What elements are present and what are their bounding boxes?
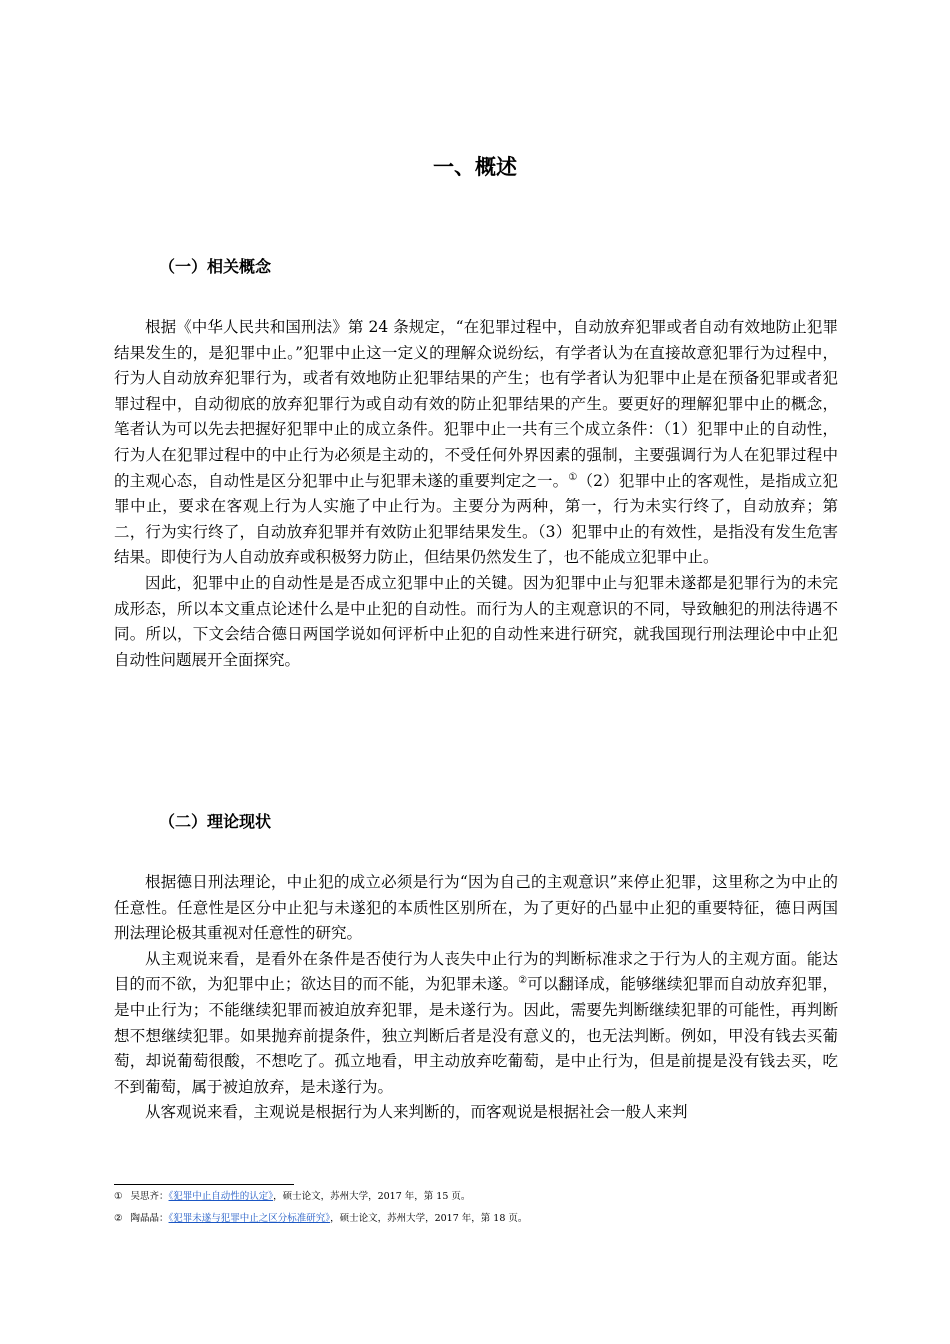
footnote-author: 吴思齐： [130,1191,169,1202]
paragraph: 从客观说来看，主观说是根据行为人来判断的，而客观说是根据社会一般人来判 [145,1103,688,1122]
paragraph-text: （2）犯罪中止的客观性，是指成立犯罪中止，要求在客观上行为人实施了中止行为。主要分为两种，第一，行为未实行终了，自动放弃；第二，行为实行终了，自动放弃犯罪并有效防止犯罪结果发生。（3）犯罪中止的有效性，是指没有发生危害结果。即使行为人自动放弃或积极努力防止，但结果仍然发生了，也不能成立犯罪中止。 [114,471,838,567]
section-title-concepts: （一）相关概念 [159,257,272,276]
footnote-title-link[interactable]: 《犯罪未遂与犯罪中止之区分标准研究》 [168,1213,331,1224]
footnote-details: ，硕士论文，苏州大学，2017 年，第 15 页。 [273,1191,471,1202]
paragraph [114,315,838,571]
paragraph: 因此，犯罪中止的自动性是是否成立犯罪中止的关键。因为犯罪中止与犯罪未遂都是犯罪行为的未完成形态，所以本文重点论述什么是中止犯的自动性。而行为人的主观意识的不同，导致触犯的刑法待遇不同。所以，下文会结合德日两国学说如何评析中止犯的自动性来进行研究，就我国现行刑法理论中中止犯自动性问题展开全面探究。 [114,573,838,669]
chapter-title: 一、概述 [433,155,517,179]
footnote-title-link[interactable]: 《犯罪中止自动性的认定》 [168,1191,274,1202]
paragraph-text: 可以翻译成，能够继续犯罪而自动放弃犯罪，是中止行为；不能继续犯罪而被迫放弃犯罪，是未遂行为。因此，需要先判断继续犯罪的可能性，再判断想不想继续犯罪。如果抛弃前提条件，独立判断后者是没有意义的，也无法判断。例如，甲没有钱去买葡萄，却说葡萄很酸，不想吃了。孤立地看，甲主动放弃吃葡萄，是中止行为，但是前提是没有钱去买，吃不到葡萄，属于被迫放弃，是未遂行为。 [114,975,838,1096]
paragraph: 根据德日刑法理论，中止犯的成立必须是行为“因为自己的主观意识”来停止犯罪，这里称之为中止的任意性。任意性是区分中止犯与未遂犯的本质性区别所在，为了更好的凸显中止犯的重要特征，德日两国刑法理论极其重视对任意性的研究。 [114,873,838,943]
footnote-author: 陶晶晶： [130,1213,169,1224]
footnote-ref-1[interactable]: ① [568,471,578,483]
footnote-number: ② [114,1213,123,1224]
section-theory-body [114,870,838,1126]
footnote-details: ，硕士论文，苏州大学，2017 年，第 18 页。 [330,1213,528,1224]
footnote-number: ① [114,1191,123,1202]
paragraph-text: 从主观说来看，是看外在条件是否使行为人丧失中止行为的判断标准求之于行为人的主观方面。能达目的而不欲，为犯罪中止；欲达目的而不能，为犯罪未遂。 [114,949,838,994]
section-title-theory: （二）理论现状 [159,812,272,831]
footnote-1 [114,1190,854,1204]
section-concepts-body [114,315,838,673]
footnote-2 [114,1212,854,1226]
footnote-ref-2[interactable]: ② [518,975,528,987]
paragraph [114,947,838,1101]
footnote-divider [114,1184,294,1185]
paragraph-text: 根据《中华人民共和国刑法》第 24 条规定，“在犯罪过程中，自动放弃犯罪或者自动有效地防止犯罪结果发生的，是犯罪中止。”犯罪中止这一定义的理解众说纷纭，有学者认为在直接故意犯罪行为过程中，行为人自动放弃犯罪行为，或者有效地防止犯罪结果的产生；也有学者认为犯罪中止是在预备犯罪或者犯罪过程中，自动彻底的放弃犯罪行为或自动有效的防止犯罪结果的产生。要更好的理解犯罪中止的概念，笔者认为可以先去把握好犯罪中止的成立条件。犯罪中止一共有三个成立条件：（1）犯罪中止的自动性，行为人在犯罪过程中的中止行为必须是主动的，不受任何外界因素的强制，主要强调行为人在犯罪过程中的主观心态，自动性是区分犯罪中止与犯罪未遂的重要判定之一。 [114,318,838,490]
